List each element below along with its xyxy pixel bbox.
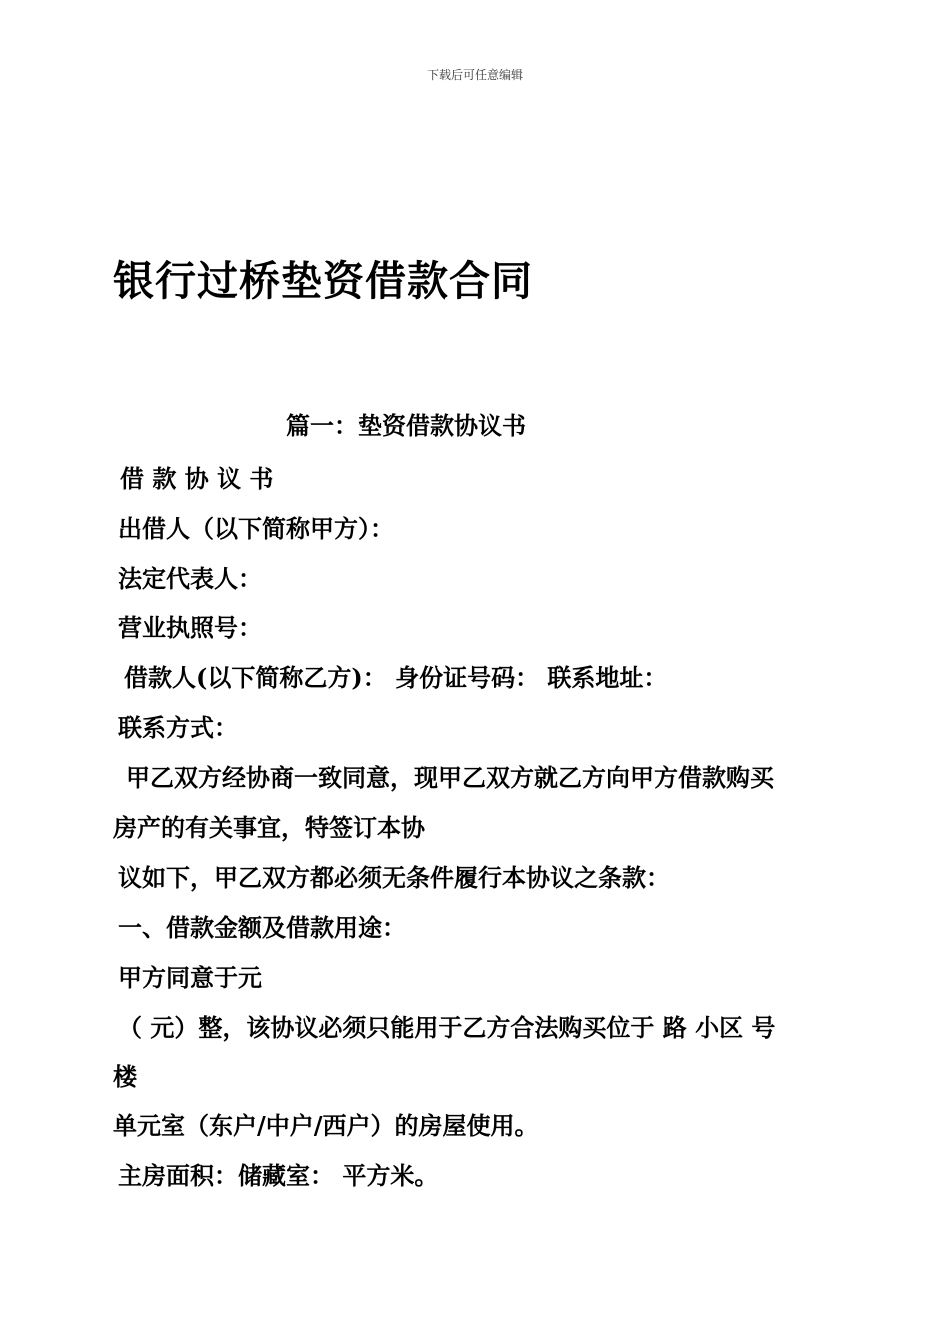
header-note: 下载后可任意编辑 — [426, 68, 523, 82]
clause-text-line: （ 元）整，该协议必须只能用于乙方合法购买位于 路 小区 号 — [118, 1013, 776, 1042]
business-license-line: 营业执照号： — [118, 613, 262, 642]
body-paragraph-line: 房产的有关事宜，特签订本协 — [113, 813, 425, 842]
document-title: 银行过桥垫资借款合同 — [113, 257, 533, 305]
clause-text-line: 楼 — [113, 1062, 137, 1091]
clause-heading: 一、借款金额及借款用途： — [118, 913, 406, 942]
borrower-line: 借款人(以下简称乙方)： 身份证号码： 联系地址： — [124, 663, 668, 692]
section-subtitle: 篇一：垫资借款协议书 — [286, 411, 526, 440]
legal-rep-line: 法定代表人： — [118, 564, 262, 593]
body-paragraph-line: 议如下，甲乙双方都必须无条件履行本协议之条款： — [118, 863, 670, 892]
clause-text-line: 甲方同意于元 — [118, 963, 262, 992]
contact-line: 联系方式： — [118, 713, 238, 742]
lender-line: 出借人（以下简称甲方）： — [118, 514, 394, 543]
clause-text-line: 单元室（东户/中户/西户）的房屋使用。 — [113, 1111, 539, 1140]
area-line: 主房面积：储藏室： 平方米。 — [118, 1161, 439, 1190]
body-paragraph-line: 甲乙双方经协商一致同意，现甲乙双方就乙方向甲方借款购买 — [126, 763, 774, 792]
agreement-heading: 借 款 协 议 书 — [120, 464, 274, 493]
